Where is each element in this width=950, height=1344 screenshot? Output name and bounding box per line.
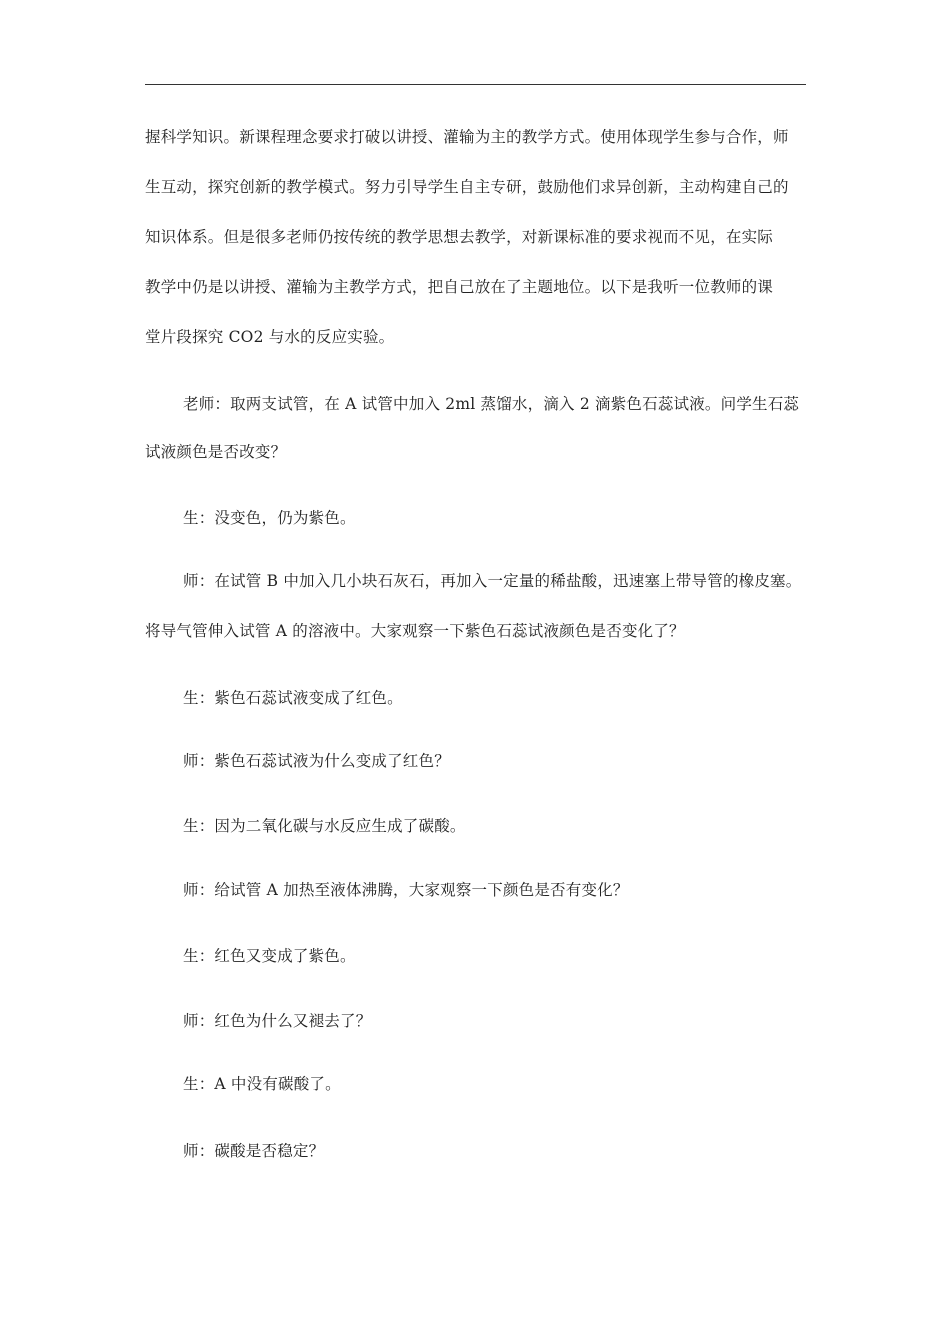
dialogue-teacher-line: 将导气管伸入试管 A 的溶液中。大家观察一下紫色石蕊试液颜色是否变化了？ <box>145 622 685 640</box>
intro-line: 堂片段探究 CO2 与水的反应实验。 <box>145 328 395 346</box>
intro-line: 教学中仍是以讲授、灌输为主教学方式，把自己放在了主题地位。以下是我听一位教师的课 <box>145 278 774 296</box>
dialogue-student-line: 生：紫色石蕊试液变成了红色。 <box>183 689 403 707</box>
intro-line: 知识体系。但是很多老师仍按传统的教学思想去教学，对新课标准的要求视而不见，在实际 <box>145 228 774 246</box>
dialogue-student-line: 生：A 中没有碳酸了。 <box>183 1075 341 1093</box>
dialogue-student-line: 生：没变色，仍为紫色。 <box>183 509 356 527</box>
intro-line: 握科学知识。新课程理念要求打破以讲授、灌输为主的教学方式。使用体现学生参与合作，师 <box>145 128 789 146</box>
dialogue-teacher-line: 老师：取两支试管，在 A 试管中加入 2ml 蒸馏水，滴入 2 滴紫色石蕊试液。问学生石蕊 <box>183 395 800 413</box>
intro-line: 生互动，探究创新的教学模式。努力引导学生自主专研，鼓励他们求异创新，主动构建自己的 <box>145 178 789 196</box>
dialogue-student-line: 生：红色又变成了紫色。 <box>183 947 356 965</box>
dialogue-teacher-line: 试液颜色是否改变？ <box>145 443 287 461</box>
header-rule <box>145 84 806 85</box>
dialogue-student-line: 生：因为二氧化碳与水反应生成了碳酸。 <box>183 817 466 835</box>
dialogue-teacher-line: 师：碳酸是否稳定？ <box>183 1142 325 1160</box>
dialogue-teacher-line: 师：紫色石蕊试液为什么变成了红色？ <box>183 752 450 770</box>
dialogue-teacher-line: 师：给试管 A 加热至液体沸腾，大家观察一下颜色是否有变化？ <box>183 881 629 899</box>
dialogue-teacher-line: 师：在试管 B 中加入几小块石灰石，再加入一定量的稀盐酸，迅速塞上带导管的橡皮塞。 <box>183 572 802 590</box>
dialogue-teacher-line: 师：红色为什么又褪去了？ <box>183 1012 372 1030</box>
